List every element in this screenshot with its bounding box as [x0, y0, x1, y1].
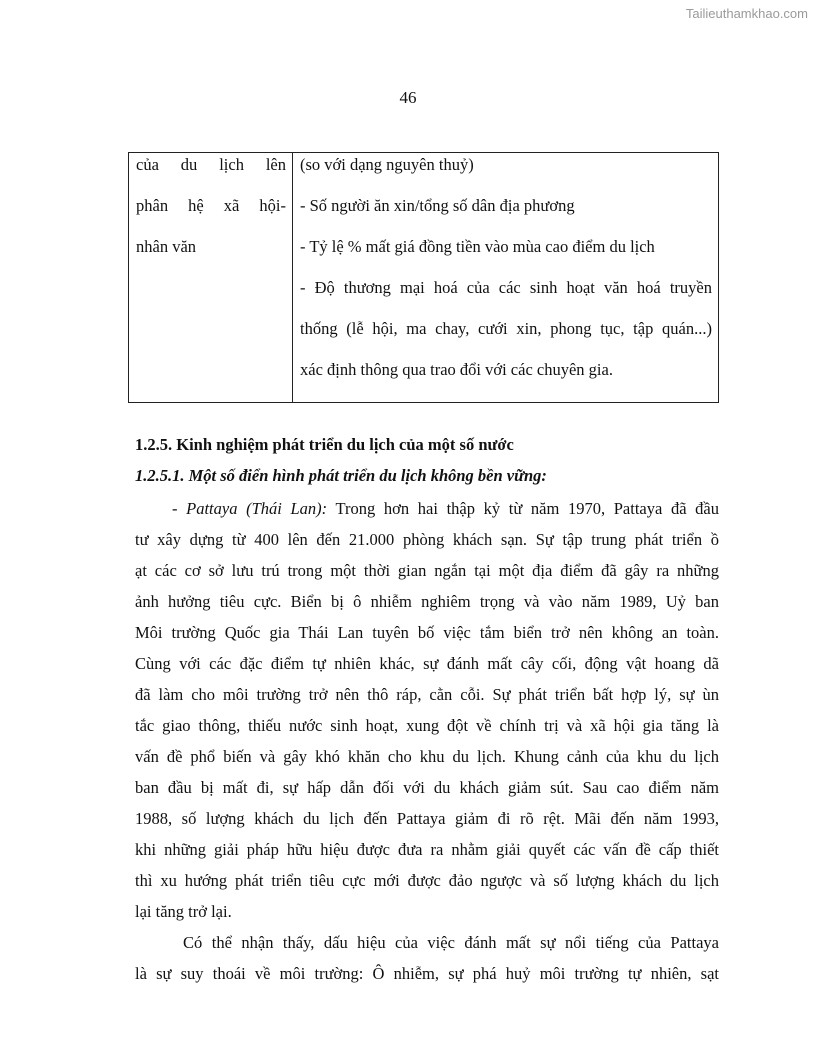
page-number: 46 [399, 88, 417, 107]
table-cell-indicators [293, 153, 719, 403]
indicator-line: - Tỷ lệ % mất giá đồng tiền vào mùa cao điểm du lịch [300, 237, 655, 256]
watermark-text: Tailieuthamkhao.com [685, 6, 808, 21]
indicator-line: xác định thông qua trao đổi với các chuyên gia. [300, 360, 613, 379]
paragraph-line: ban đầu bị mất đi, sự hấp dẫn đối với du khách giảm sút. Sau cao điểm năm [135, 778, 719, 797]
criterion-line: phân hệ xã hội- [136, 196, 286, 215]
criteria-table [128, 152, 719, 403]
paragraph-line: là sự suy thoái về môi trường: Ô nhiễm, sự phá huỷ môi trường tự nhiên, sạt [135, 964, 719, 983]
paragraph-line: tắc giao thông, thiếu nước sinh hoạt, xung đột về chính trị và xã hội gia tăng là [135, 716, 719, 735]
subsection-heading: 1.2.5.1. Một số điển hình phát triển du lịch không bền vững: [135, 466, 547, 485]
section-heading: 1.2.5. Kinh nghiệm phát triển du lịch của một số nước [135, 435, 514, 454]
paragraph-line: đã làm cho môi trường trở nên thô ráp, cằn cỗi. Sự phát triển bất hợp lý, sự ùn [135, 685, 719, 704]
lead-dash: - [172, 499, 187, 518]
paragraph-observation [135, 931, 719, 993]
indicator-line: (so với dạng nguyên thuỷ) [300, 155, 474, 174]
paragraph-line: thì xu hướng phát triển tiêu cực mới được đảo ngược và số lượng khách du lịch [135, 871, 719, 890]
lead-text: Trong hơn hai thập kỷ từ năm 1970, Pattaya đã đầu [327, 499, 719, 518]
criterion-line: của du lịch lên [136, 155, 286, 174]
place-name: Pattaya (Thái Lan): [186, 499, 328, 518]
indicator-line: thống (lễ hội, ma chay, cưới xin, phong tục, tập quán...) [300, 319, 712, 338]
paragraph-line: Có thể nhận thấy, dấu hiệu của việc đánh mất sự nổi tiếng của Pattaya [183, 933, 719, 952]
table-row [129, 153, 719, 403]
paragraph-line: khi những giải pháp hữu hiệu được đưa ra nhằm giải quyết các vấn đề cấp thiết [135, 840, 719, 859]
paragraph-line: vấn đề phổ biến và gây khó khăn cho khu du lịch. Khung cảnh của khu du lịch [135, 747, 719, 766]
paragraph-line: ảnh hưởng tiêu cực. Biển bị ô nhiễm nghiêm trọng và vào năm 1989, Uỷ ban [135, 592, 719, 611]
paragraph-line: Môi trường Quốc gia Thái Lan tuyên bố việc tắm biển trở nên không an toàn. [135, 623, 719, 642]
criterion-line: nhân văn [136, 237, 197, 256]
paragraph-line: Cùng với các đặc điểm tự nhiên khác, sự đánh mất cây cối, động vật hoang dã [135, 654, 719, 673]
paragraph-line [135, 497, 719, 528]
paragraph-line: 1988, số lượng khách du lịch đến Pattaya giảm đi rõ rệt. Mãi đến năm 1993, [135, 809, 719, 828]
table-cell-criterion [129, 153, 293, 403]
indicator-line: - Độ thương mại hoá của các sinh hoạt văn hoá truyền [300, 278, 712, 297]
indicator-line: - Số người ăn xin/tổng số dân địa phương [300, 196, 575, 215]
paragraph-pattaya [135, 497, 719, 931]
paragraph-line: ạt các cơ sở lưu trú trong một thời gian ngắn tại một địa điểm đã gây ra những [135, 561, 719, 580]
paragraph-line: lại tăng trở lại. [135, 902, 232, 921]
paragraph-line: tư xây dựng từ 400 lên đến 21.000 phòng khách sạn. Sự tập trung phát triển ồ [135, 530, 719, 549]
